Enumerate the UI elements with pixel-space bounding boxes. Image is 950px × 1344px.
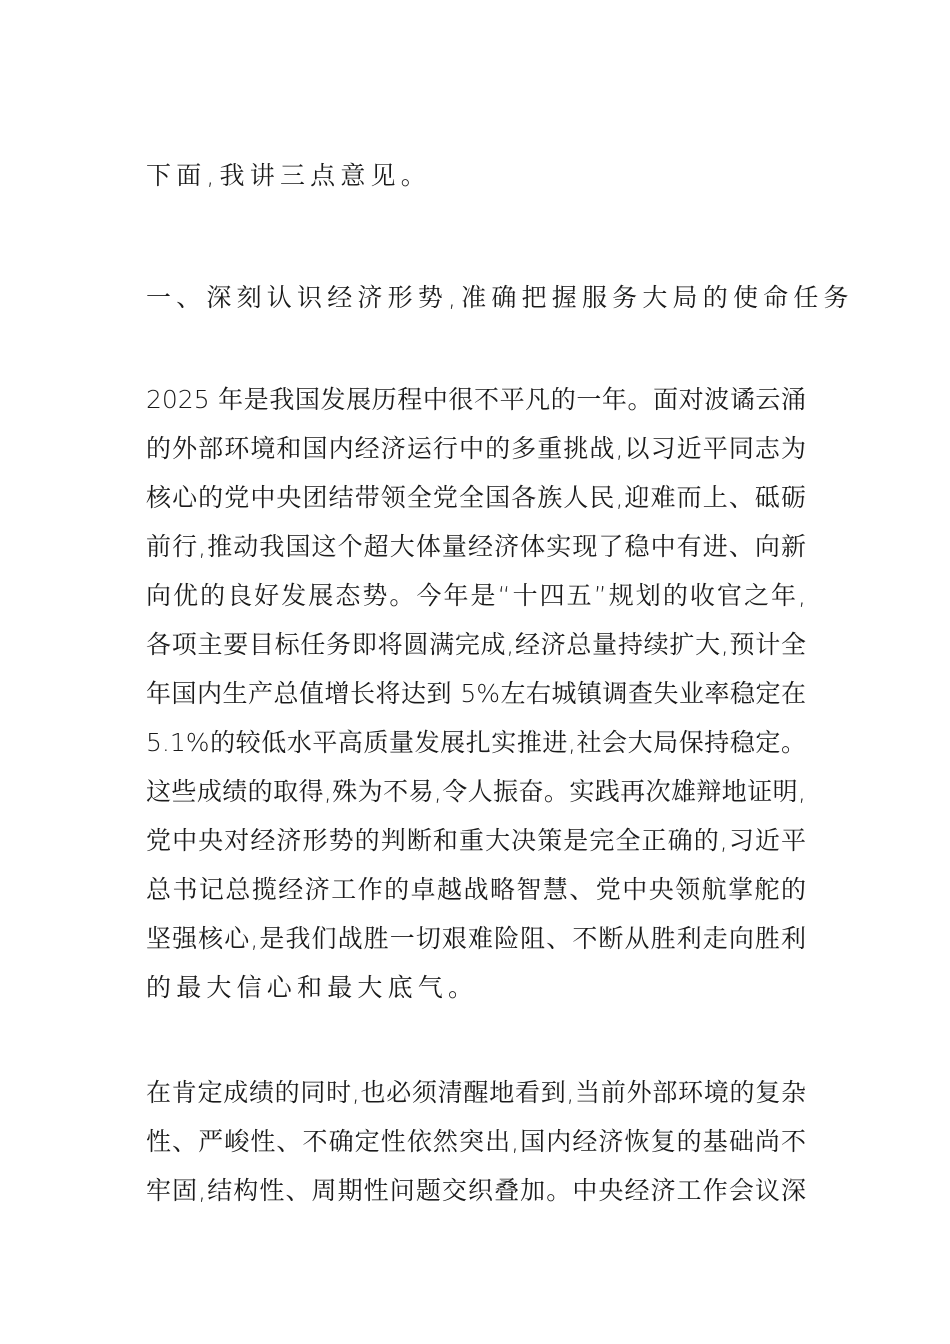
paragraph-line: 牢固,结构性、周期性问题交织叠加。中央经济工作会议深	[146, 1176, 806, 1205]
paragraph-line: 2025 年是我国发展历程中很不平凡的一年。面对波谲云涌	[146, 385, 806, 414]
paragraph-line: 坚强核心,是我们战胜一切艰难险阻、不断从胜利走向胜利	[146, 924, 806, 953]
intro-text: 下面,我讲三点意见。	[146, 161, 431, 190]
section-heading: 一、深刻认识经济形势,准确把握服务大局的使命任务	[146, 283, 854, 312]
paragraph-line: 性、严峻性、不确定性依然突出,国内经济恢复的基础尚不	[146, 1127, 806, 1156]
paragraph-line: 这些成绩的取得,殊为不易,令人振奋。实践再次雄辩地证明,	[146, 777, 806, 806]
paragraph-line: 核心的党中央团结带领全党全国各族人民,迎难而上、砥砺	[146, 483, 806, 512]
paragraph-line: 年国内生产总值增长将达到 5%左右城镇调查失业率稳定在	[146, 679, 806, 708]
paragraph-line: 各项主要目标任务即将圆满完成,经济总量持续扩大,预计全	[146, 630, 806, 659]
paragraph-line: 的最大信心和最大底气。	[146, 973, 479, 1002]
paragraph-line: 党中央对经济形势的判断和重大决策是完全正确的,习近平	[146, 826, 806, 855]
paragraph-line: 在肯定成绩的同时,也必须清醒地看到,当前外部环境的复杂	[146, 1078, 806, 1107]
paragraph-line: 的外部环境和国内经济运行中的多重挑战,以习近平同志为	[146, 434, 806, 463]
paragraph-line: 前行,推动我国这个超大体量经济体实现了稳中有进、向新	[146, 532, 806, 561]
paragraph-line: 向优的良好发展态势。今年是“十四五”规划的收官之年,	[146, 581, 806, 610]
paragraph-line: 总书记总揽经济工作的卓越战略智慧、党中央领航掌舵的	[146, 875, 806, 904]
paragraph-line: 5.1%的较低水平高质量发展扎实推进,社会大局保持稳定。	[146, 728, 806, 757]
